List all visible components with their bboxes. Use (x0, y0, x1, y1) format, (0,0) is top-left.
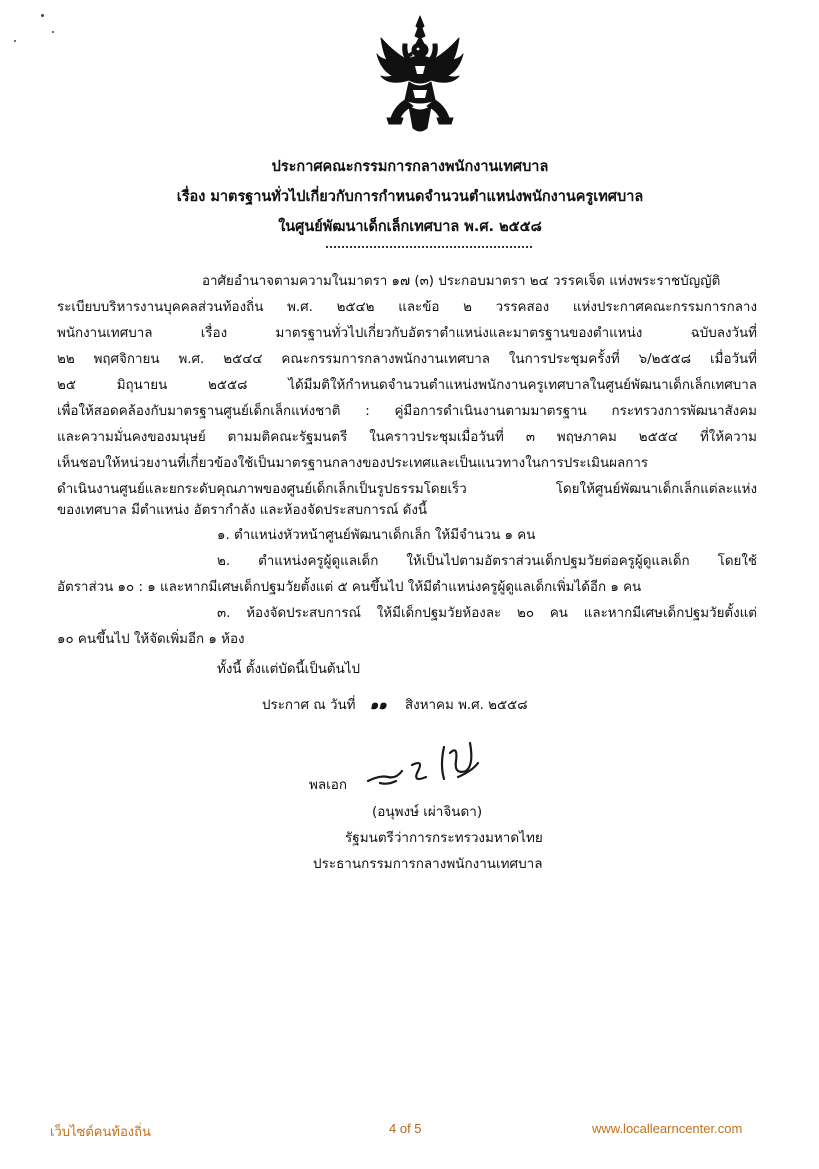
body-text-line: พนักงานเทศบาล เรื่อง มาตรฐานทั่วไปเกี่ยวกับอัตราตำแหน่งและมาตรฐานของตำแหน่ง ฉบับลงวันที่ (57, 326, 757, 341)
scan-speck (41, 14, 44, 17)
announce-day: ๑๑ (369, 698, 387, 713)
body-text-line: ๒๕ มิถุนายน ๒๕๕๘ ได้มีมติให้กำหนดจำนวนตำแหน่งพนักงานครูเทศบาลในศูนย์พัฒนาเด็กเล็กเทศบาล (57, 378, 757, 393)
footer-website-link[interactable]: www.locallearncenter.com (592, 1121, 743, 1136)
body-text-line: และความมั่นคงของมนุษย์ ตามมติคณะรัฐมนตรี ในคราวประชุมเมื่อวันที่ ๓ พฤษภาคม ๒๕๕๔ ที่ให้ความ (57, 430, 757, 445)
body-text-line: ๒๒ พฤศจิกายน พ.ศ. ๒๕๔๔ คณะกรรมการกลางพนักงานเทศบาล ในการประชุมครั้งที่ ๖/๒๕๕๘ เมื่อวันที่ (57, 352, 757, 367)
signer-rank: พลเอก (309, 777, 348, 793)
title-line: ประกาศคณะกรรมการกลางพนักงานเทศบาล (271, 159, 549, 175)
body-text-line: เพื่อให้สอดคล้องกับมาตรฐานศูนย์เด็กเล็กแห่งชาติ : คู่มือการดำเนินงานตามมาตรฐาน กระทรวงการพัฒนาสังคม (57, 404, 757, 419)
announce-prefix: ประกาศ ณ วันที่ (262, 698, 356, 713)
signer-name: (อนุพงษ์ เผ่าจินดา) (372, 804, 483, 820)
announcement-title (60, 152, 760, 242)
body-text-line: ดำเนินงานศูนย์และยกระดับคุณภาพของศูนย์เด็กเล็กเป็นรูปธรรมโดยเร็ว โดยให้ศูนย์พัฒนาเด็กเล็กแต่ละแห่ง (57, 482, 757, 497)
list-item: ๑. ตำแหน่งหัวหน้าศูนย์พัฒนาเด็กเล็ก ให้มีจำนวน ๑ คน (217, 528, 536, 543)
garuda-emblem-icon (375, 14, 465, 136)
signer-position: รัฐมนตรีว่าการกระทรวงมหาดไทย (345, 830, 543, 846)
scan-speck (52, 31, 54, 33)
title-line: ในศูนย์พัฒนาเด็กเล็กเทศบาล พ.ศ. ๒๕๕๘ (278, 219, 542, 235)
effective-clause: ทั้งนี้ ตั้งแต่บัดนี้เป็นต้นไป (217, 662, 361, 677)
list-item: ๓. ห้องจัดประสบการณ์ ให้มีเด็กปฐมวัยห้องละ ๒๐ คน และหากมีเศษเด็กปฐมวัยตั้งแต่ (217, 606, 757, 621)
handwritten-signature (366, 735, 496, 795)
dotted-divider (326, 246, 532, 248)
list-item: ๒. ตำแหน่งครูผู้ดูแลเด็ก ให้เป็นไปตามอัตราส่วนเด็กปฐมวัยต่อครูผู้ดูแลเด็ก โดยใช้ (217, 554, 757, 569)
title-line: เรื่อง มาตรฐานทั่วไปเกี่ยวกับการกำหนดจำนวนตำแหน่งพนักงานครูเทศบาล (176, 189, 644, 205)
list-item: อัตราส่วน ๑๐ : ๑ และหากมีเศษเด็กปฐมวัยตั้งแต่ ๕ คนขึ้นไป ให้มีตำแหน่งครูผู้ดูแลเด็กเพิ่มได้อีก ๑ คน (57, 580, 642, 595)
body-text-line: เห็นชอบให้หน่วยงานที่เกี่ยวข้องใช้เป็นมาตรฐานกลางของประเทศและเป็นแนวทางในการประเมินผลการ (57, 456, 649, 471)
scan-speck (14, 40, 16, 42)
body-text-line: อาศัยอำนาจตามความในมาตรา ๑๗ (๓) ประกอบมาตรา ๒๔ วรรคเจ็ด แห่งพระราชบัญญัติ (202, 274, 721, 289)
signer-position: ประธานกรรมการกลางพนักงานเทศบาล (313, 856, 543, 872)
body-text-line: ของเทศบาล มีตำแหน่ง อัตรากำลัง และห้องจัดประสบการณ์ ดังนี้ (57, 503, 428, 518)
footer-site-name: เว็บไซต์คนท้องถิ่น (50, 1124, 151, 1139)
body-text-line: ระเบียบบริหารงานบุคคลส่วนท้องถิ่น พ.ศ. ๒๕๔๒ และข้อ ๒ วรรคสอง แห่งประกาศคณะกรรมการกลาง (57, 300, 757, 315)
announce-suffix: สิงหาคม พ.ศ. ๒๕๕๘ (404, 698, 528, 713)
list-item: ๑๐ คนขึ้นไป ให้จัดเพิ่มอีก ๑ ห้อง (57, 632, 245, 647)
announce-date (262, 696, 528, 716)
page-number: 4 of 5 (389, 1121, 422, 1136)
